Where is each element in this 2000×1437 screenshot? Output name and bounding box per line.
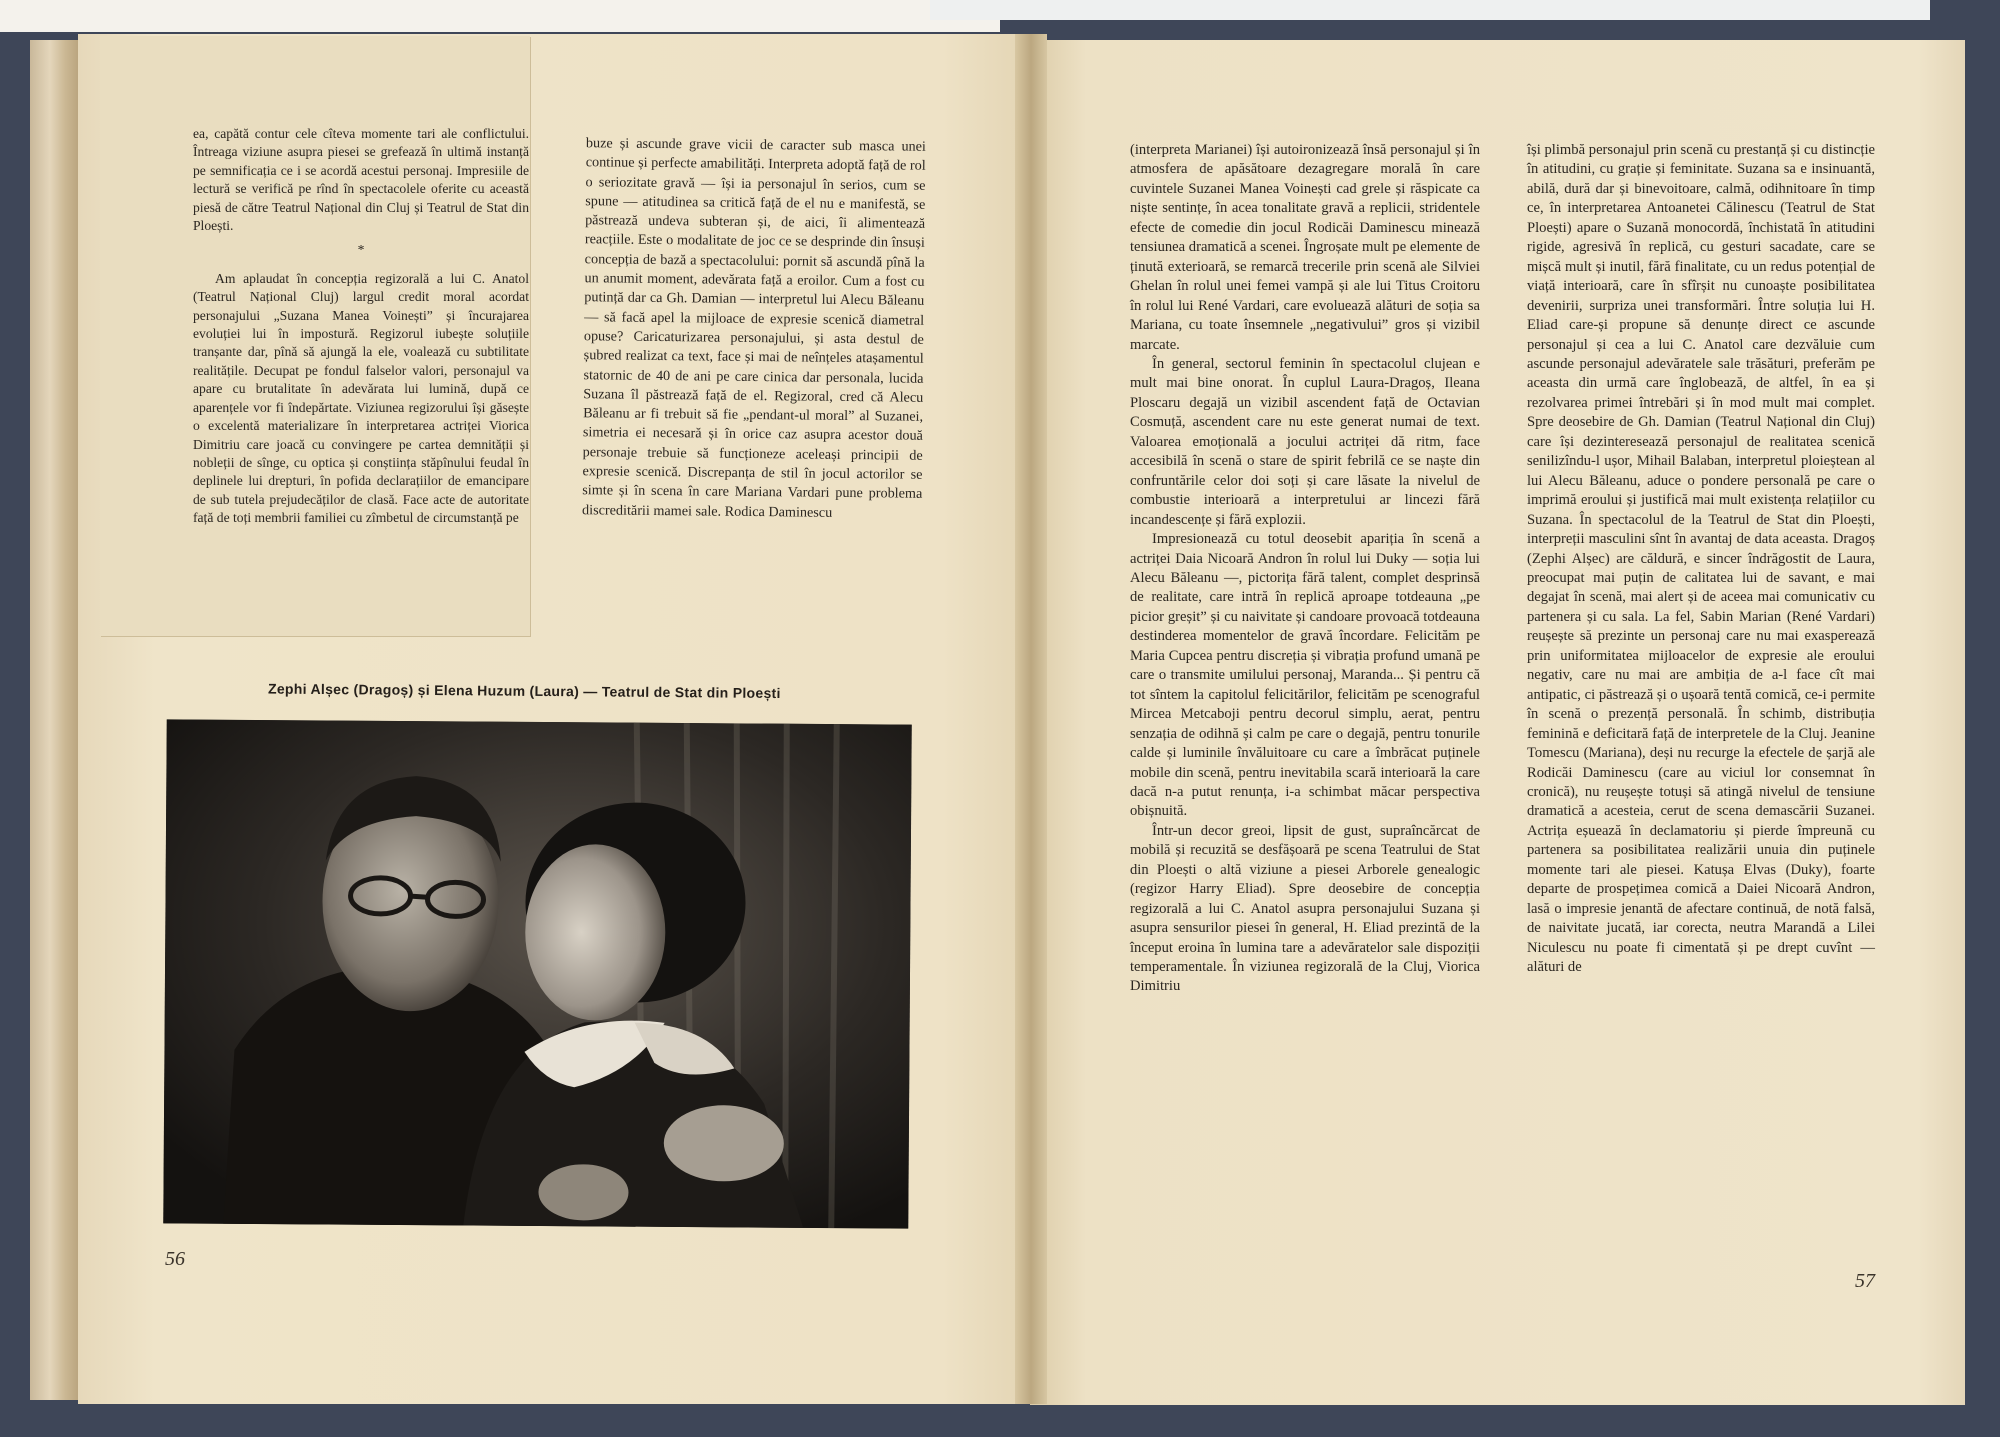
paragraph: buze și ascunde grave vicii de caracter sub masca unei continue și perfecte amabilități. Interpreta adoptă față de rol o seriozitate gravă — își ia personajul în serios, cum se spune — atitudinea sa critică față de el nu e manifestă, se păstrează undeva subteran și, de aici, îi alimentează reacțiile. Este o modalitate de joc ce se desprinde din însuși concepția de bază a spectacolului: pornit să ascundă pînă la un anumit moment, adevărata față a eroilor. Cum a fost cu putință dar ca Gh. Damian — interpretul lui Alecu Băleanu — să facă apel la mijloace de expresie scenică diametral opuse? Caricaturizarea personajului, și asta destul de șubred realizat ca text, face și mai de neînțeles atașamentul statornic de 40 de ani pe care cinica dar personala, lucida Suzana îl păstrează față de el. Regizoral, cred că Alecu Băleanu ar fi trebuit să fie „pendant-ul moral” al Suzanei, simetria ei necesară și în orice caz asupra acestor două personaje trebuie să funcționeze aceleași principii de expresie scenică. Discrepanța de stil în jocul actorilor se simte și în scena în care Mariana Vardari pune problema discreditării mamei sale. Rodica Daminescu xyxy=(582,135,927,521)
paragraph: Într-un decor greoi, lipsit de gust, supraîncărcat de mobilă și recuzită se desfășoară pe scena Teatrului de Stat din Ploești o altă viziune a piesei Arborele genealogic (regizor Harry Eliad). Spre deosebire de concepția regizorală a lui C. Anatol asupra personajului Suzana și asupra sensurilor piesei în general, H. Eliad prezintă de la început eroina în lumina tare a adevăratelor sale dispoziții temperamentale. În viziunea regizorală de la Cluj, Viorica Dimitriu xyxy=(1130,822,1480,995)
right-column-1 xyxy=(1130,141,1480,997)
left-column-2 xyxy=(582,134,926,523)
background-sheet xyxy=(0,0,1000,32)
paragraph: (interpreta Marianei) își autoironizează însă personajul și în atmosfera de apăsătoare dezagregare morală în care cuvintele Suzanei Manea Voinești cad grele și răspicate ca niște sentințe, în acea tonalitate gravă a replicii, stridentele efecte de comedie din jocul Rodicăi Daminescu minează tensiunea dramatică a scenei. Îngroșate mult pe elemente de ținută exterioară, se remarcă trecerile prin scenă ale Silviei Ghelan în rolul unei femei vampă și ale lui Titus Croitoru în rolul lui René Vardari, care evoluează alături de soția sa Mariana, cu toate însemnele „negativului” gros și vizibil marcate. xyxy=(1130,142,1480,353)
page-number-right: 57 xyxy=(1855,1270,1875,1292)
book-gutter xyxy=(1015,34,1047,1404)
paragraph: își plimbă personajul prin scenă cu prestanță și cu distincție în atitudini, cu grație și feminitate. Suzana sa e insinuantă, abilă, dură dar și binevoitoare, calmă, odihnitoare în timp ce, în interpretarea Antoanetei Călinescu (Teatrul de Stat Ploești) apare o Suzană monocordă, închistată în atitudini rigide, agresivă în replică, cu gesturi sacadate, care se mișcă mult și inutil, fără finalitate, cu un redus potențial de viață interioară, care în sfîrșit nu cunoaște posibilitatea devenirii, surpriza unei transformări. Între soluția lui H. Eliad care-și propune să denunțe direct ce ascunde personajul și cea a lui C. Anatol care dezvăluie cum ascunde personajul adevăratele sale trăsături, preferăm pe aceasta din urmă care înglobează, de altfel, în ea și rezolvarea primei întrebări și în mod mult mai complet. Spre deosebire de Gh. Damian (Teatrul Național din Cluj) care își dezinteresează personajul de realitatea scenică senilizîndu-l ușor, Mihail Balaban, interpretul ploieștean al lui Alecu Băleanu, aduce o pondere personală pe care o imprimă eroului și justifică mai mult existența relațiilor cu Suzana. În spectacolul de la Teatrul de Stat din Ploești, interpreții masculini sînt în avantaj de data aceasta. Dragoș (Zephi Alșec) are căldură, e sincer îndrăgostit de Laura, preocupat mai puțin de calitatea lui de savant, e mai degajat în scenă, mai alert și de aceea mai comunicativ cu partenera și cu sala. La fel, Sabin Marian (René Vardari) reușește să prezinte un personaj care nu mai exasperează prin uniformitatea mijloacelor de expresie ale eroului negativ, care nu mai are ambiția de a-l face cît mai antipatic, ci păstrează și o ușoară tentă comică, ce-i permite în scenă o prezență personală. În schimb, distribuția feminină e deficitară față de interpretele de la Cluj. Jeanine Tomescu (Mariana), deși nu recurge la efectele de șarjă ale Rodicăi Daminescu (care au viciul lor consemnat în cronică), nu reușește totuși să atingă nivelul de tensiune dramatică a acesteia, cerut de scena demascării Suzanei. Actrița eșuează în declamatoriu și pierde împreună cu partenera sa posibilitatea realizării unuia din puținele momente tari ale piesei. Katușa Elvas (Duky), foarte departe de prospețimea comică a Daiei Nicoară Andron, lasă o impresie jenantă de afectare continuă, de notă falsă, de naivitate jucată, iar corecta, neutra Marandă a Lilei Niculescu nu poate fi cimentată și pe drept cuvînt — alături de xyxy=(1527,142,1875,976)
photo-caption: Zephi Alșec (Dragoș) și Elena Huzum (Laura) — Teatrul de Stat din Ploești xyxy=(267,680,781,702)
photo-illustration xyxy=(163,719,912,1228)
section-separator: * xyxy=(357,242,365,258)
background-sheet-right xyxy=(930,0,1930,20)
paragraph: Impresionează cu totul deosebit apariția în scenă a actriței Daia Nicoară Andron în rolul lui Duky — soția lui Alecu Băleanu —, pictorița fără talent, complet desprinsă de realitate, care intră în replică aproape totdeauna „pe picior greșit” și cu naivitate și candoare provoacă totdeauna destinderea momentelor de gravă încordare. Felicităm pe Maria Cupcea pentru discreția și vibrația profund umană pe care o transmite umilului personaj, Maranda... Și pentru că tot sîntem la capitolul felicitărilor, felicităm pe scenograful Mircea Metcaboji pentru decorul simplu, aerat, pentru senzația de odihnă și calm pe care o degajă, pentru tonurile calde și luminile învăluitoare cu care a îmbrăcat puținele mobile din scenă, pentru inevitabila scară interioară la care dacă n-a putut renunța, i-a schimbat măcar perspectiva obișnuită. xyxy=(1130,531,1480,820)
page-edges xyxy=(30,40,80,1400)
paragraph: ea, capătă contur cele cîteva momente tari ale conflictului. Întreaga viziune asupra piesei se grefează în ultimă instanță pe semnificația ce i se acordă acestui personaj. Impresiile de lectură se verifică pe rînd în spectacolele oferite cu această piesă de către Teatrul Național din Cluj și Teatrul de Stat din Ploești. xyxy=(193,126,529,234)
right-column-2 xyxy=(1527,141,1875,977)
paragraph: În general, sectorul feminin în spectacolul clujean e mult mai bine onorat. În cuplul Laura-Dragoș, Ileana Ploscaru degajă un vizibil ascendent față de Octavian Cosmuță, ascendent care nu este generat numai de text. Valoarea emoțională a jocului actriței dă ritm, face accesibilă în scenă o stare de spirit febrilă ce se naște din confruntările celor doi soți și care lăsate la nivelul de combustie interioară a interpretului ar lincezi fără incandescențe și fără explozii. xyxy=(1130,355,1480,528)
page-number-left: 56 xyxy=(165,1248,185,1270)
left-column-1 xyxy=(193,125,529,528)
paragraph: Am aplaudat în concepția regizorală a lui C. Anatol (Teatrul Național Cluj) largul credit moral acordat personajului „Suzana Manea Voinești” și încurajarea evoluției lui în impostură. Regizorul iubește soluțiile tranșante dar, pînă să ajungă la ele, voalează cu subtilitate realitățile. Decupat pe fondul falselor valori, personajul va apare cu brutalitate în adevărata lui lumină, după ce aparențele vor fi îndepărtate. Viziunea regizorului își găsește o excelentă materializare în interpretarea actriței Viorica Dimitriu care joacă cu convingere pe cartea demnității și nobleții de sînge, cu optica și conștiința stăpînului feudal în deplinele lui drepturi, în pofida declarațiilor de emancipare de sub tutela prejudecăților de clasă. Face acte de autoritate față de toți membrii familiei cu zîmbetul de circumstanță pe xyxy=(193,270,529,526)
photograph xyxy=(163,719,912,1228)
